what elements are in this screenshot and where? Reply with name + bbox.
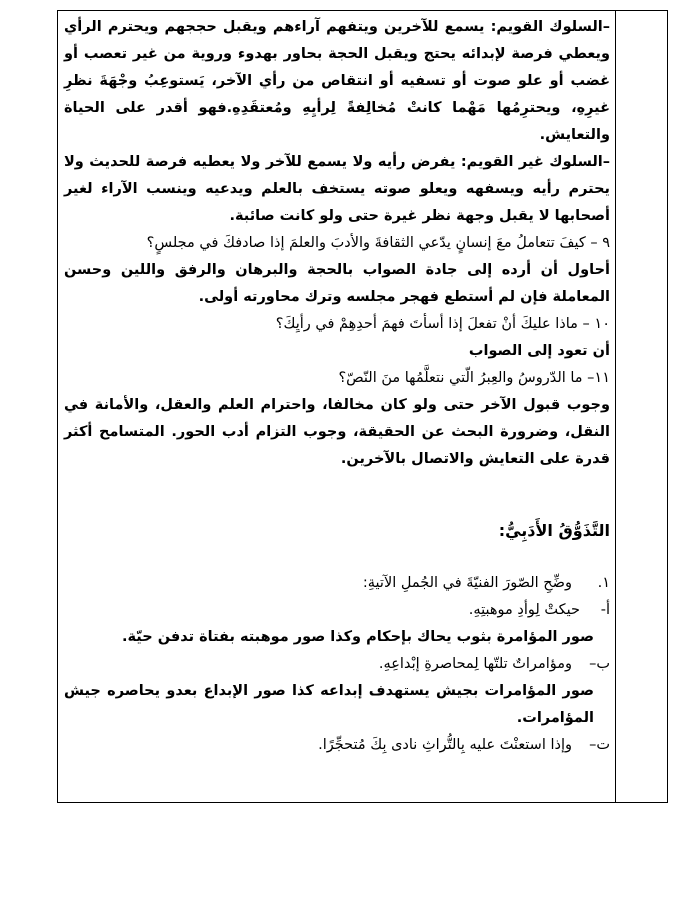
sub-item-a-answer: صور المؤامرة بثوب يحاك بإحكام وكذا صور موهبته بفتاة تدفن حيّة.	[121, 629, 594, 645]
sub-item-c	[64, 732, 610, 759]
sub-item-marker: ب–	[589, 656, 610, 672]
paragraph-proper-behavior: –السلوك القويم: يسمع للآخرين ويتفهم آراءهم ويقبل حججهم ويحترم الرأي ويعطي فرصة لإبدائه يحتج ويقبل الحجة بحاور بهدوء وروية من غير تعصب أو غضب أو علو صوت أو تسفيه أو انتقاص من رأي الآخر، يَستوعِبُ وجْهَةَ نظرِ غيرِهِ، ويحترِمُها مَهْما كانتْ مُخالِفةً لِرأيِهِ ومُعتقَدِهِ.فهو أقدر على الحياة والتعايش.	[64, 19, 610, 143]
question-10: ١٠ – ماذا عليكَ أنْ تفعلَ إذا أسأتَ فهمَ أحدِهِمْ في رأيِكَ؟	[275, 316, 610, 332]
answer-10: أن تعود إلى الصواب	[468, 343, 610, 359]
section-item-text: وضِّحِ الصّورَ الفنيّةَ في الجُملِ الآتيةِ:	[362, 575, 572, 591]
section-item	[64, 570, 610, 597]
section-item-marker: ١.	[597, 575, 610, 591]
sub-item-text: حيكتْ لِوأدِ موهبتِهِ.	[468, 602, 580, 618]
table-column-divider	[615, 10, 616, 803]
sub-item-marker: أ-	[600, 602, 610, 618]
sub-item-b-answer: صور المؤامرات بجيش يستهدف إبداعه كذا صور الإبداع بعدو يحاصره جيش المؤامرات.	[64, 683, 594, 726]
section-heading: التَّذَوُّقُ الأَدَبِيُّ:	[498, 521, 610, 540]
sub-item-b	[64, 651, 610, 678]
sub-item-text: وإذا استعنْتَ عليه بِالتُّراثِ نادى بِكَ مُتحجِّرًا.	[318, 737, 572, 753]
answer-11: وجوب قبول الآخر حتى ولو كان مخالفا، واحترام العلم والعقل، والأمانة في النقل، وضرورة البحث عن الحقيقة، وجوب التزام أدب الحور. المتسامح أكثر قدرة على التعايش والاتصال بالآخرين.	[64, 397, 610, 467]
document-body	[64, 14, 610, 759]
question-9: ٩ – كيفَ تتعاملُ معَ إنسانٍ يدّعي الثقافةَ والأدبَ والعلمَ إذا صادفكَ في مجلسٍ؟	[146, 235, 610, 251]
question-11: ١١– ما الدّروسُ والعِبرُ الّتي نتعلَّمُها منَ النّصّ؟	[338, 370, 610, 386]
sub-item-a	[64, 597, 610, 624]
sub-item-text: ومؤامراتٌ تلتّها لِمحاصرةِ إبْداعِهِ.	[378, 656, 572, 672]
answer-9: أحاول أن أرده إلى جادة الصواب بالحجة والبرهان والرفق واللين وحسن المعاملة فإن لم أستطع فهجر مجلسه وترك محاورته أولى.	[64, 262, 610, 305]
sub-item-marker: ت–	[589, 737, 610, 753]
paragraph-improper-behavior: –السلوك غير القويم: يفرض رأيه ولا يسمع للآخر ولا يعطيه فرصة للحديث ولا يحترم رأيه ويسفهه ويعلو صوته يستخف بالعلم ويدعيه وينسب الآراء لغير أصحابها لا يقبل وجهة نظر غيرة حتى ولو كانت صائبة.	[64, 154, 610, 224]
